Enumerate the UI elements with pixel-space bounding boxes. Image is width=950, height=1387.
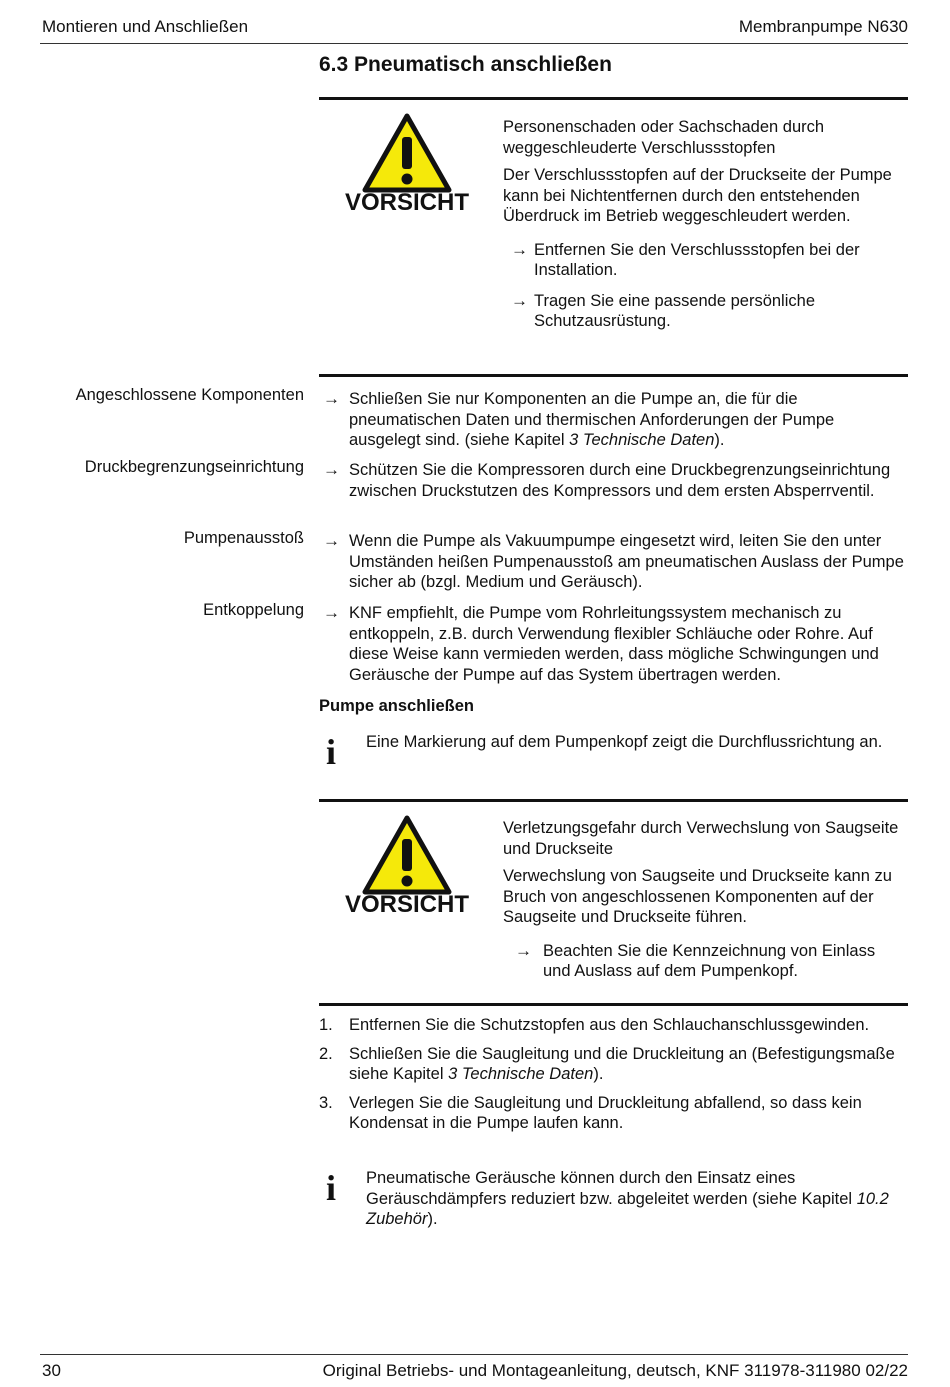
steps-list <box>319 1015 909 1142</box>
arrow-right-icon: → <box>323 460 340 479</box>
arrow-right-icon: → <box>323 603 340 622</box>
side-label-components: Angeschlossene Komponenten <box>75 386 304 404</box>
info-icon: i <box>326 1168 337 1208</box>
warning2-heading: Verletzungsgefahr durch Verwechslung von Saugseite und Druckseite <box>503 819 899 858</box>
side-label-pressure-limit: Druckbegrenzungseinrichtung <box>84 458 304 476</box>
warning1-action: → Entfernen Sie den Verschlussstopfen bei der Installation. <box>511 239 860 279</box>
step-item: 1. Entfernen Sie die Schutzstopfen aus den Schlauchanschlussgewinden. <box>319 1016 870 1034</box>
warning2-bottom-rule <box>319 1003 908 1006</box>
warning1-text <box>503 117 903 342</box>
footer-line <box>40 1354 908 1355</box>
footer-text: Original Betriebs- und Montageanleitung, deutsch, KNF 311978-311980 02/22 <box>322 1361 908 1380</box>
warning2-body: Verwechslung von Saugseite und Druckseite kann zu Bruch von angeschlossenen Komponenten auf der Saugseite und Druckseite führen. <box>503 867 892 926</box>
warning1-top-rule <box>319 97 908 100</box>
arrow-right-icon: → <box>511 290 528 310</box>
warning1-body: Der Verschlussstopfen auf der Druckseite der Pumpe kann bei Nichtentfernen durch den entstehenden Überdruck im Betrieb weggeschleudert werden. <box>503 166 892 225</box>
list-item-exhaust: → Wenn die Pumpe als Vakuumpumpe eingesetzt wird, leiten Sie den unter Umständen heißen Pumpenausstoß am pneumatischen Auslass der Pumpe sicher ab (bzgl. Medium und Geräusch). <box>323 531 904 591</box>
warning-triangle-icon <box>362 113 452 193</box>
warning2-label: VORSICHT <box>344 891 469 918</box>
warning-triangle-icon <box>362 815 452 895</box>
info-icon: i <box>326 732 337 772</box>
arrow-right-icon: → <box>323 389 340 408</box>
warning1-label: VORSICHT <box>344 189 469 216</box>
warning1-action: → Tragen Sie eine passende persönliche Schutzausrüstung. <box>511 290 815 330</box>
subheading: Pumpe anschließen <box>319 697 474 715</box>
warning1-bottom-rule <box>319 374 908 377</box>
info1-text: Eine Markierung auf dem Pumpenkopf zeigt die Durchflussrichtung an. <box>366 733 883 751</box>
arrow-right-icon: → <box>515 940 532 960</box>
header-right: Membranpumpe N630 <box>738 17 908 36</box>
header-left: Montieren und Anschließen <box>42 17 249 36</box>
header-line <box>40 43 908 44</box>
list-item-pressure-limit: → Schützen Sie die Kompressoren durch eine Druckbegrenzungseinrichtung zwischen Druckstutzen des Kompressors und dem ersten Absperrventil. <box>323 460 891 500</box>
section-title: 6.3 Pneumatisch anschließen <box>319 53 612 76</box>
list-item-components: → Schließen Sie nur Komponenten an die Pumpe an, die für die pneumatischen Daten und thermischen Anforderungen der Pumpe ausgelegt sind. (siehe Kapitel 3 Technische Daten). <box>323 389 835 449</box>
arrow-right-icon: → <box>323 531 340 550</box>
warning2-top-rule <box>319 799 908 802</box>
warning1-heading: Personenschaden oder Sachschaden durch weggeschleuderte Verschlussstopfen <box>503 118 825 157</box>
page-number: 30 <box>42 1361 61 1380</box>
step-item: 3. Verlegen Sie die Saugleitung und Druckleitung abfallend, so dass kein Kondensat in die Pumpe laufen kann. <box>319 1093 862 1132</box>
info2-text: Pneumatische Geräusche können durch den Einsatz eines Geräuschdämpfers reduziert bzw. abgeleitet werden (siehe Kapitel 10.2 Zubehör). <box>366 1169 889 1228</box>
arrow-right-icon: → <box>511 239 528 259</box>
list-item-decoupling: → KNF empfiehlt, die Pumpe vom Rohrleitungssystem mechanisch zu entkoppeln, z.B. durch Verwendung flexibler Schläuche oder Rohre. Auf diese Weise kann vermieden werden, dass mögliche Schwingungen und Geräusche der Pumpe auf das System übertragen werden. <box>323 603 879 684</box>
side-label-exhaust: Pumpenausstoß <box>183 529 304 547</box>
side-label-decoupling: Entkoppelung <box>203 601 304 619</box>
step-item: 2. Schließen Sie die Saugleitung und die Druckleitung an (Befestigungsmaße siehe Kapitel 3 Technische Daten). <box>319 1044 895 1083</box>
warning2-action: → Beachten Sie die Kennzeichnung von Einlass und Auslass auf dem Pumpenkopf. <box>515 940 876 980</box>
warning2-text <box>503 818 903 992</box>
